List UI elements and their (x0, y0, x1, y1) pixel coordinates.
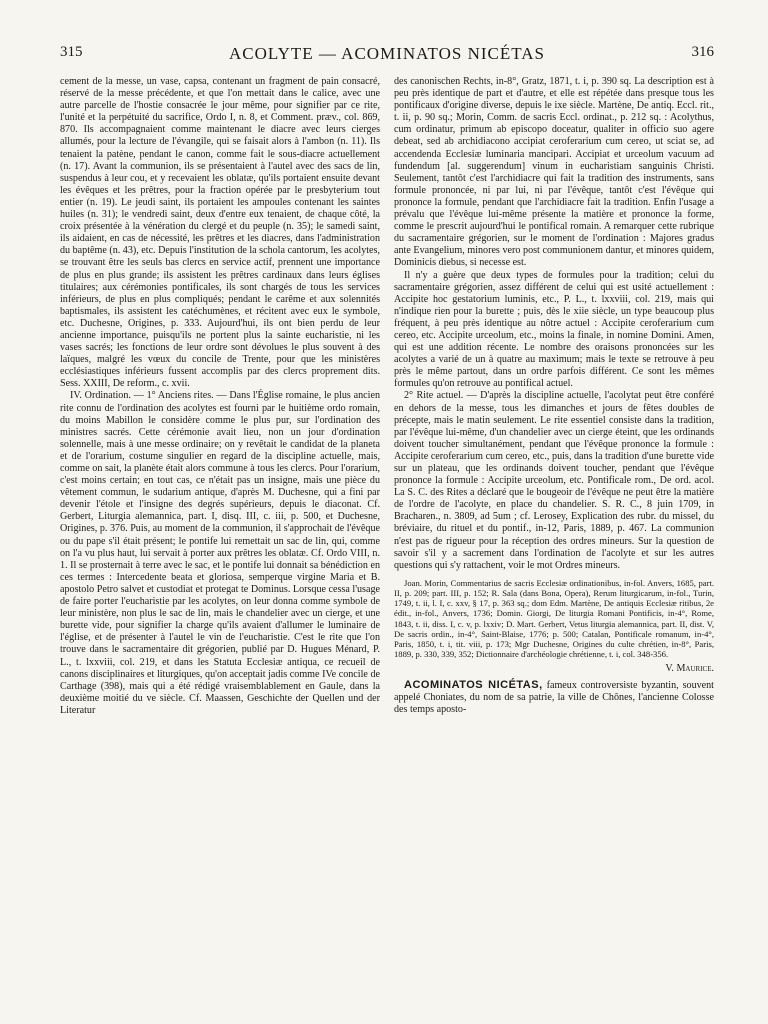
running-title: ACOLYTE — ACOMINATOS NICÉTAS (229, 44, 545, 63)
page-number-right: 316 (691, 44, 714, 60)
paragraph-ordination: IV. Ordination. — 1° Anciens rites. — Dans l'Église romaine, le plus ancien rite connu de l'ordination des acolytes est fourni par le huitième ordo romain, du moins Mabillon le considère comme le plus pur, sur l'ordination des ministres sacrés. Cette cérémonie avait lieu, non un jour d'ordination solennelle, mais à une messe ordinaire; on y revêtait le candidat de la planeta et de l'orarium, costume singulier en regard de la discipline actuelle, mais, comme on sait, la planète était alors commune à tous les clercs. Pour l'orarium, c'est moins certain; en tout cas, ce n'était pas un insigne, mais une pièce du vêtement commun, le sudarium antique, d'après M. Duchesne, qui a fini par devenir l'étole et l'insigne des degrés supérieurs, depuis le diaconat. Cf. Gerbert, Liturgia alemannica, part. I, disq. III, c. iii, p. 500, et Duchesne, Origines, p. 376. Puis, au moment de la communion, il s'approchait de l'évêque ou du pape s'il était présent; le pontife lui remettait un sac de lin, qui, comme on l'a vu plus haut, lui servait à porter aux prêtres les oblatæ. Cf. Ordo VIII, n. 1. Il se prosternait à terre avec le sac, et le pontife lui donnait sa bénédiction en ces termes : Intercedente beata et gloriosa, semperque virgine Maria et B. apostolo Petro salvet et custodiat et protegat te Dominus. Lorsque cessa l'usage de faire porter l'eucharistie par les acolytes, on leur donna comme symbole de leur ministère, non plus le sac de lin, mais le chandelier avec un cierge, et une burette vide, pour signifier la charge qu'ils avaient d'allumer le luminaire de l'église, et de présenter à l'autel le vin de l'eucharistie. C'est le rite que l'on trouve dans le sacramentaire dit grégorien, publié par D. Hugues Ménard, P. L., t. lxxviii, col. 219, et dans les Statuta Ecclesiæ antiqua, ce recueil de canons disciplinaires et liturgiques, qu'on acceptait jadis comme IVe concile de Carthage (398), mais qui a été rédigé vraisemblablement en Gaule, dans la deuxième moitié du ve siècle. Cf. Maassen, Geschichte der Quellen und der Literatur (60, 390, 380, 716)
entry-acominatos (394, 679, 714, 716)
left-column (60, 76, 380, 1004)
paragraph-function: cement de la messe, un vase, capsa, contenant un fragment de pain consacré, réservé de la messe précédente, et que l'on mettait dans le calice, avec une autre parcelle de l'hostie consacrée le jour même, pour signifier par ce rite, l'unité et la perpétuité du sacrifice, Ordo I, n. 8, et Comment. præv., col. 869, 870. Ils accompagnaient comme maintenant le diacre avec leurs cierges allumés, pour la lecture de l'évangile, qui se faisait alors à l'ambon (n. 11). Ils tenaient la patène, pendant le canon, comme fait le sous-diacre actuellement (n. 17). Avant la communion, ils se présentaient à l'autel avec des sacs de lin, suspendus à leur cou, et y recevaient les oblatæ, qu'ils portaient ensuite devant les évêques et les prêtres, pour la fraction opérée par le presbyterium tout entier (n. 19). Le jeudi saint, ils portaient les ampoules contenant les saintes huiles (n. 31); le vendredi saint, deux d'entre eux tenaient, de chaque côté, la croix présentée à la vénération du clergé et du peuple (n. 35); le samedi saint, ils aidaient, en cas de nécessité, les prêtres et les diacres, dans l'administration du baptême (n. 43), etc. Depuis l'institution de la schola cantorum, les acolytes, se trouvant être les seuls bas clercs en service actif, prennent une importance de plus en plus grande; ils assistent les prêtres cardinaux dans leurs églises titulaires; aux cérémonies pontificales, ils sont chargés de tous les services inférieurs, de plus en plus compliqués; pendant le carême et aux solennités baptismales, ils assistent les catéchumènes, et récitent avec eux le symbole, etc. Duchesne, Origines, p. 333. Aujourd'hui, ils ont bien perdu de leur ancienne importance, puisqu'ils ne portent plus la sainte eucharistie, ni les vases sacrés; les fonctions de leur ordre sont dévolues le plus souvent à des laïques, malgré les vœux du concile de Trente, pour que les ministères ecclésiastiques inférieurs fussent accomplis par des clercs proprement dits. Sess. XXIII, De reform., c. xvii. (60, 76, 380, 390)
entry-title: ACOMINATOS NICÉTAS, (404, 678, 543, 691)
paragraph-rite-actuel: 2° Rite actuel. — D'après la discipline actuelle, l'acolytat peut être conféré en dehors de la messe, tous les dimanches et jours de fêtes doubles de précepte, mais le matin seulement. Le rite essentiel consiste dans la tradition, par l'évêque lui-même, d'un chandelier avec un cierge éteint, que les ordinands doivent toucher simultanément, pendant que l'évêque prononce la formule : Accipite ceroferarium cum cereo, etc., puis, dans la tradition d'une burette vide sur un plateau, que les ordinands doivent toucher, pendant que l'évêque prononce la formule : Accipite urceolum, etc. Pontificale rom., De ord. acol. La S. C. des Rites a déclaré que le bougeoir de l'évêque ne peut être la matière de l'ordre de l'acolyte, en place du chandelier. S. R. C., 8 juin 1709, in Bracharen., n. 3809, ad 5um ; cf. Lerosey, Explication des rubr. du missel, du bréviaire, du rituel et du pontif., in-12, Paris, 1889, p. 467. La communion n'est pas de rigueur pour la réception des ordres mineurs. Sur la question de savoir s'il y a sacrement dans l'ordination de l'acolyte et sur les autres questions qui s'y rattachent, voir le mot Ordres mineurs. (394, 390, 714, 571)
header-rule (60, 72, 714, 73)
right-column (394, 76, 714, 1002)
page-header (60, 44, 714, 68)
author-signature: V. Maurice. (665, 663, 714, 675)
bibliography: Joan. Morin, Commentarius de sacris Ecclesiæ ordinationibus, in-fol. Anvers, 1685, part. II, p. 209; part. III, p. 152; R. Sala (dans Bona, Opera), Rerum liturgicarum, in-fol., Turin, 1749, t. ii, l. I, c. xxv, § 17, p. 363 sq.; dom Edm. Martène, De antiquis Ecclesiæ ritibus, 2e édit., in-fol., Anvers, 1736; Domin. Giorgi, De liturgia Romani Pontificis, in-4°, Rome, 1843, t. ii, diss. I, c. v, p. lxxiv; D. Mart. Gerbert, Vetus liturgia alemannica, part. II, dist. V, De sacris ordin., in-4°, Saint-Blaise, 1776; p. 500; Catalan, Pontificale romanum, in-4°, Paris, 1850, t. i, tit. viii, p. 173; Mgr Duchesne, Origines du culte chrétien, in-8°, Paris, 1889, p. 330, 339, 352; Dictionnaire d'archéologie chrétienne, t. i, col. 348-356. (394, 577, 714, 660)
paragraph-tradition: des canonischen Rechts, in-8°, Gratz, 1871, t. i, p. 390 sq. La description est à peu près identique de part et d'autre, et elle est répétée dans presque tous les pontificaux d'origine diverse, depuis le ixe siècle. Martène, De antiq. Eccl. rit., t. ii, p. 90 sq.; Morin, Comm. de sacris Eccl. ordinat., p. 212 sq. : Acolythus, cum ordinatur, primum ab episcopo doceatur, qualiter in officio suo agere debeat, sed ab archidiacono accipiat ceroferarium cum cereo, ut sciat se, ad accendenda Ecclesiæ luminaria mancipari. Accipiat et urceolum vacuum ad fundendum [al. suggerendum] vinum in eucharistiam sanguinis Christi. Seulement, tantôt c'est l'archidiacre qui fait la tradition des instruments, sans formule prononcée, ni par lui, ni par l'évêque, tantôt c'est l'évêque qui prononce la formule, pendant que l'archidiacre fait la tradition. Enfin l'usage a prévalu que l'évêque lui-même présente la matière et prononce la forme, comme le prescrit aujourd'hui le pontifical romain. A remarquer cette rubrique du sacramentaire grégorien, sur le moment de l'ordination : Majores gradus ante Evangelium, minores vero post communionem dantur, et minores quidem, Dominicis diebus, si necesse est. (394, 76, 714, 269)
page-number-left: 315 (60, 44, 83, 60)
entry-text: fameux controversiste byzantin, souvent appelé Choniates, du nom de sa patrie, la ville de Chônes, l'ancienne Colosse des temps aposto- (394, 679, 714, 715)
paragraph-formulas: Il n'y a guère que deux types de formules pour la tradition; celui du sacramentaire grégorien, assez différent de celui qui est usité actuellement : Accipite hoc gestatorium luminis, etc., P. L., t. lxxviii, col. 219, mais qui n'indique rien pour la burette ; puis, dès le xiie siècle, un type beaucoup plus fréquent, à peu près identique au nôtre actuel : Accipite ceroferarium cum cereo, etc. Accipite urceolum, etc., moins la finale, in nomine Domini. Amen, qui est une addition récente. Le nombre des oraisons prononcées sur les acolytes a varié de un à quatre au maximum; mais le texte se retrouve à peu près le même partout, dans un ordre parfois différent. Ce sont les mêmes formules qu'on retrouve au pontifical actuel. (394, 269, 714, 390)
